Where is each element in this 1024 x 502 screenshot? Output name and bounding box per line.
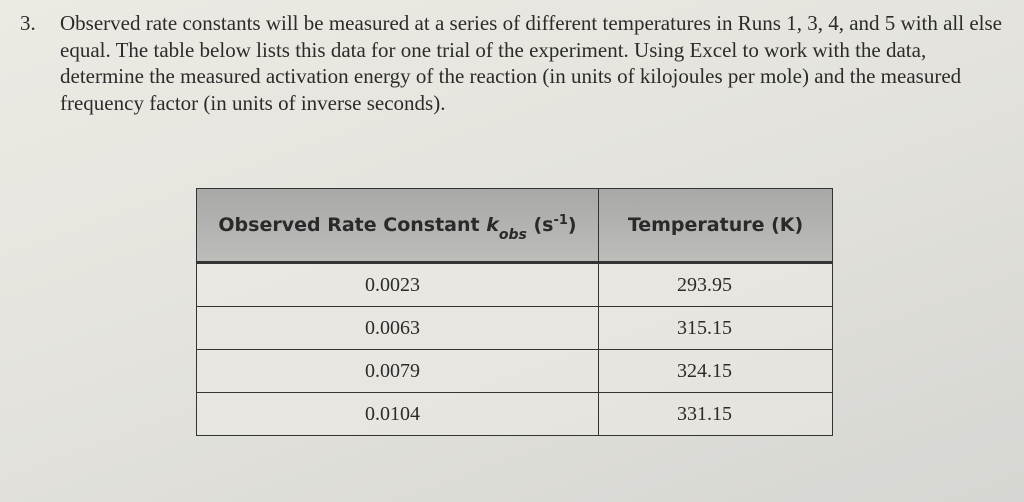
- data-table: [196, 188, 833, 436]
- temperature-cell: 315.15: [599, 307, 833, 350]
- table-row: [197, 307, 833, 350]
- table-header-row: [197, 189, 833, 263]
- temperature-cell: 324.15: [599, 350, 833, 393]
- temperature-cell: 331.15: [599, 393, 833, 436]
- header-temperature: Temperature (K): [599, 189, 833, 263]
- header-unit-close: ): [567, 214, 577, 236]
- problem-number: 3.: [20, 11, 36, 35]
- header-unit-exponent: -1: [553, 213, 568, 228]
- header-rate-constant-text: Observed Rate Constant: [218, 214, 487, 236]
- header-k-symbol: k: [486, 214, 499, 236]
- temperature-cell: 293.95: [599, 263, 833, 307]
- header-unit-open: (s: [526, 214, 554, 236]
- problem-text: Observed rate constants will be measured at a series of different temperatures in Runs 1, 3, 4, and 5 with all else equal. The table below lists this data for one trial of the experiment. Using Excel to work with the data, determine the measured activation energy of the reaction (in units of kilojoules per mole) and the measured frequency factor (in units of inverse seconds).: [60, 11, 1002, 115]
- table-row: [197, 350, 833, 393]
- table-header: [197, 189, 833, 263]
- header-k-subscript: obs: [498, 227, 527, 243]
- rate-constant-cell: 0.0063: [197, 307, 599, 350]
- table-row: [197, 263, 833, 307]
- table-body: [197, 263, 833, 436]
- rate-constant-cell: 0.0079: [197, 350, 599, 393]
- table-row: [197, 393, 833, 436]
- header-rate-constant: [197, 189, 599, 263]
- rate-constant-cell: 0.0104: [197, 393, 599, 436]
- rate-constant-cell: 0.0023: [197, 263, 599, 307]
- problem-3: [20, 10, 1010, 116]
